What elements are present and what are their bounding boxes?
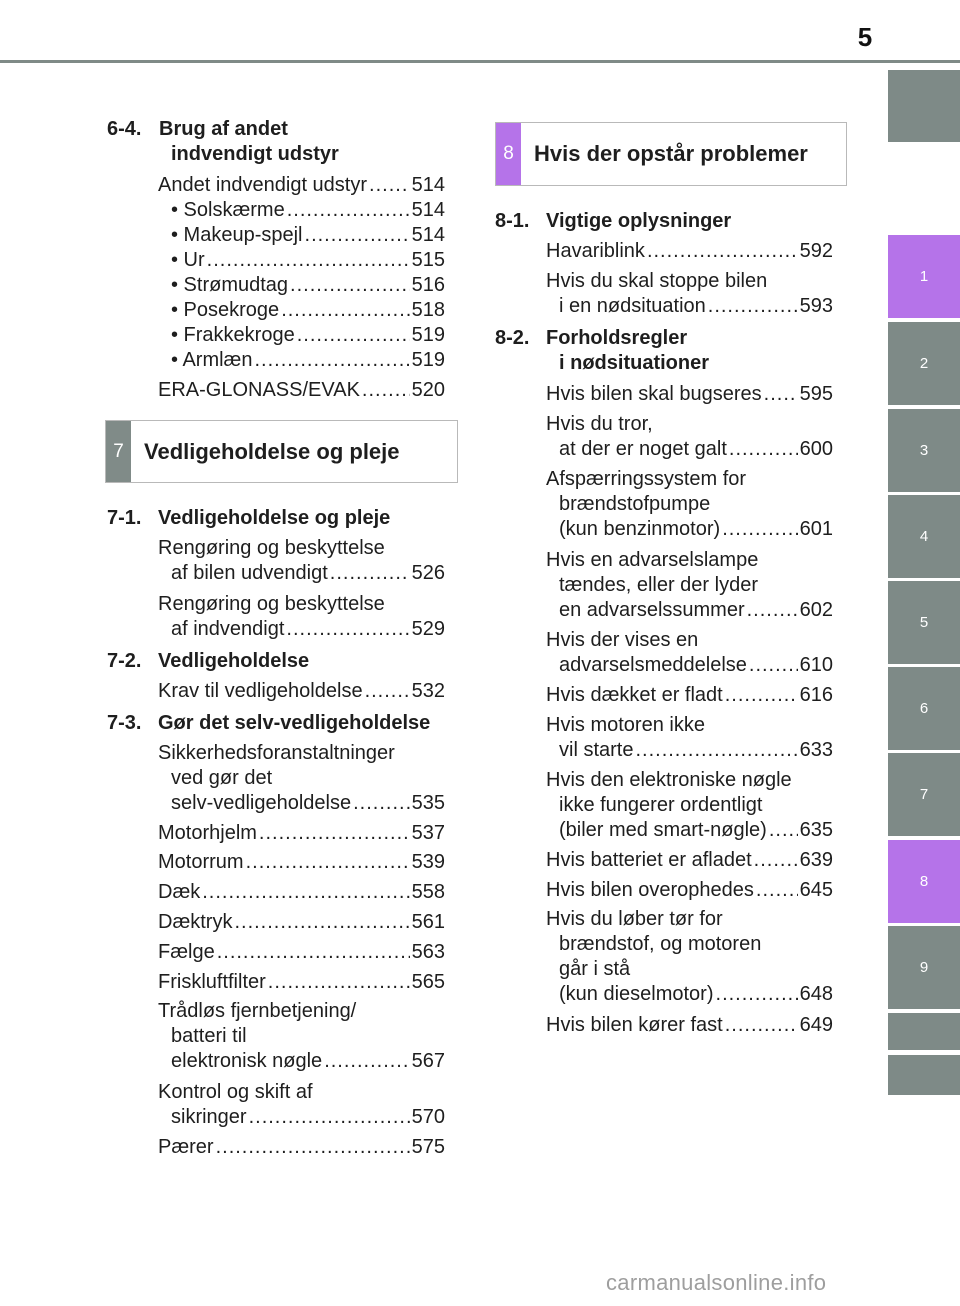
entry-label: af bilen udvendigt <box>171 562 328 584</box>
entry-page: 514 <box>411 174 445 196</box>
entry-page: 520 <box>411 379 445 401</box>
section-number: 8-1. <box>495 210 530 232</box>
leader-dots <box>729 437 798 462</box>
side-tab-1[interactable] <box>888 235 960 318</box>
entry-line: Trådløs fjernbetjening/ <box>158 1000 357 1022</box>
entry-page: 635 <box>799 819 833 841</box>
toc-entry[interactable] <box>158 173 445 198</box>
entry-label: i en nødsituation <box>559 295 706 317</box>
leader-dots <box>725 1013 798 1038</box>
leader-dots <box>259 821 410 846</box>
section-number: 6-4. <box>107 118 142 140</box>
toc-entry[interactable] <box>158 940 445 965</box>
entry-page: 601 <box>799 518 833 540</box>
entry-line: brændstofpumpe <box>559 493 711 515</box>
entry-label: Hvis bilen skal bugseres <box>546 383 762 405</box>
toc-entry[interactable] <box>171 298 445 323</box>
leader-dots <box>281 298 409 323</box>
entry-page: 514 <box>411 199 445 221</box>
side-tab-8[interactable] <box>888 840 960 923</box>
entry-page: 567 <box>411 1050 445 1072</box>
entry-page: 593 <box>799 295 833 317</box>
entry-label: Friskluftfilter <box>158 971 266 993</box>
toc-entry[interactable] <box>546 1013 833 1038</box>
entry-page: 535 <box>411 792 445 814</box>
leader-dots <box>234 910 409 935</box>
leader-dots <box>305 223 410 248</box>
toc-entry[interactable] <box>158 741 445 816</box>
entry-page: 537 <box>411 822 445 844</box>
entry-page: 610 <box>799 654 833 676</box>
toc-entry[interactable] <box>546 628 833 678</box>
entry-page: 639 <box>799 849 833 871</box>
entry-label: • Strømudtag <box>171 274 289 296</box>
section-title-line-1: Forholdsregler <box>546 327 688 349</box>
entry-label: at der er noget galt <box>559 438 727 460</box>
leader-dots <box>217 940 410 965</box>
chapter-number: 7 <box>106 421 131 482</box>
section-title-line-2: i nødsituationer <box>559 352 709 374</box>
entry-label: Havariblink <box>546 240 645 262</box>
toc-entry[interactable] <box>171 348 445 373</box>
entry-label: Hvis dækket er fladt <box>546 684 723 706</box>
entry-label: Dæktryk <box>158 911 233 933</box>
entry-line: Sikkerhedsforanstaltninger <box>158 742 395 764</box>
leader-dots <box>297 323 410 348</box>
side-tab-2-label: 2 <box>919 355 929 372</box>
toc-entry[interactable] <box>158 536 445 586</box>
entry-line: tændes, eller der lyder <box>559 574 758 596</box>
top-rule <box>0 60 960 63</box>
side-tab-4[interactable] <box>888 495 960 578</box>
side-tab-7-label: 7 <box>919 786 929 803</box>
toc-entry[interactable] <box>158 880 445 905</box>
entry-label: advarselsmeddelelse <box>559 654 747 676</box>
toc-entry[interactable] <box>546 269 833 319</box>
toc-entry[interactable] <box>546 412 833 462</box>
toc-entry[interactable] <box>546 239 833 264</box>
side-tab-6-label: 6 <box>919 700 929 717</box>
entry-line: Hvis en advarselslampe <box>546 549 759 571</box>
entry-label: ERA-GLONASS/EVAK <box>158 379 360 401</box>
section-number: 7-2. <box>107 650 142 672</box>
side-tab-7[interactable] <box>888 753 960 836</box>
section-title: Vedligeholdelse og pleje <box>158 507 391 529</box>
entry-line: går i stå <box>559 958 631 980</box>
entry-label: Dæk <box>158 881 201 903</box>
toc-entry[interactable] <box>158 679 445 704</box>
entry-line: ved gør det <box>171 767 273 789</box>
entry-label: Hvis bilen kører fast <box>546 1014 723 1036</box>
leader-dots <box>254 348 409 373</box>
leader-dots <box>207 248 410 273</box>
entry-page: 575 <box>411 1136 445 1158</box>
leader-dots <box>330 561 410 586</box>
entry-page: 532 <box>411 680 445 702</box>
entry-line: Rengøring og beskyttelse <box>158 537 385 559</box>
entry-page: 526 <box>411 562 445 584</box>
section-title-line-1: Brug af andet <box>159 118 288 140</box>
chapter-7-header[interactable] <box>105 420 458 483</box>
leader-dots <box>287 198 410 223</box>
entry-page: 645 <box>799 879 833 901</box>
entry-label: elektronisk nøgle <box>171 1050 323 1072</box>
leader-dots <box>246 850 410 875</box>
side-tab-8-label: 8 <box>919 873 929 890</box>
entry-page: 616 <box>799 684 833 706</box>
entry-page: 592 <box>799 240 833 262</box>
leader-dots <box>268 970 410 995</box>
side-tab-3[interactable] <box>888 409 960 492</box>
entry-line: Hvis motoren ikke <box>546 714 705 736</box>
section-title: Gør det selv-vedligeholdelse <box>158 712 431 734</box>
toc-entry[interactable] <box>158 850 445 875</box>
side-tab-5[interactable] <box>888 581 960 664</box>
entry-line: batteri til <box>171 1025 247 1047</box>
toc-entry[interactable] <box>546 683 833 708</box>
entry-line: Hvis der vises en <box>546 629 699 651</box>
entry-page: 600 <box>799 438 833 460</box>
entry-label: • Makeup-spejl <box>171 224 303 246</box>
side-tab-blank-2[interactable] <box>888 1055 960 1095</box>
entry-page: 648 <box>799 983 833 1005</box>
side-tab-9-label: 9 <box>919 959 929 976</box>
leader-dots <box>708 294 798 319</box>
side-tab-5-label: 5 <box>919 614 929 631</box>
entry-page: 602 <box>799 599 833 621</box>
entry-label: • Posekroge <box>171 299 280 321</box>
leader-dots <box>747 598 798 623</box>
entry-label: • Armlæn <box>171 349 253 371</box>
entry-label: en advarselssummer <box>559 599 745 621</box>
toc-entry[interactable] <box>158 999 445 1074</box>
leader-dots <box>764 382 798 407</box>
leader-dots <box>202 880 409 905</box>
toc-entry[interactable] <box>158 821 445 846</box>
leader-dots <box>756 878 798 903</box>
toc-entry[interactable] <box>171 198 445 223</box>
entry-page: 633 <box>799 739 833 761</box>
section-title: Vigtige oplysninger <box>546 210 732 232</box>
side-tab-blank-1[interactable] <box>888 1013 960 1050</box>
side-tab-6[interactable] <box>888 667 960 750</box>
toc-entry[interactable] <box>158 910 445 935</box>
entry-page: 570 <box>411 1106 445 1128</box>
toc-entry[interactable] <box>546 548 833 623</box>
leader-dots <box>286 617 409 642</box>
leader-dots <box>725 683 798 708</box>
entry-page: 529 <box>411 618 445 640</box>
toc-entry[interactable] <box>171 223 445 248</box>
entry-label: Pærer <box>158 1136 214 1158</box>
entry-page: 515 <box>411 249 445 271</box>
entry-page: 561 <box>411 911 445 933</box>
toc-entry[interactable] <box>158 378 445 403</box>
side-tab-blank-top[interactable] <box>888 70 960 142</box>
chapter-number: 8 <box>496 123 521 185</box>
entry-page: 563 <box>411 941 445 963</box>
watermark: carmanualsonline.info <box>606 1270 827 1295</box>
chapter-title: Vedligeholdelse og pleje <box>144 438 400 464</box>
toc-entry[interactable] <box>546 848 833 873</box>
entry-label: (biler med smart-nøgle) <box>559 819 767 841</box>
section-number: 8-2. <box>495 327 530 349</box>
chapter-8-header[interactable] <box>495 122 847 186</box>
toc-entry[interactable] <box>171 248 445 273</box>
side-tab-2[interactable] <box>888 322 960 405</box>
entry-label: Hvis batteriet er afladet <box>546 849 752 871</box>
section-title: Vedligeholdelse <box>158 650 310 672</box>
entry-line: Afspærringssystem for <box>546 468 747 490</box>
toc-entry[interactable] <box>546 382 833 407</box>
entry-label: Motorhjelm <box>158 822 257 844</box>
toc-entry[interactable] <box>171 273 445 298</box>
leader-dots <box>324 1049 409 1074</box>
leader-dots <box>353 791 410 816</box>
page-number: 5 <box>857 22 873 52</box>
entry-page: 519 <box>411 324 445 346</box>
leader-dots <box>369 173 410 198</box>
entry-page: 519 <box>411 349 445 371</box>
entry-label: Fælge <box>158 941 215 963</box>
entry-page: 539 <box>411 851 445 873</box>
entry-page: 649 <box>799 1014 833 1036</box>
entry-label: sikringer <box>171 1106 247 1128</box>
entry-line: brændstof, og motoren <box>559 933 762 955</box>
entry-line: Rengøring og beskyttelse <box>158 593 385 615</box>
side-tab-1-label: 1 <box>919 268 929 285</box>
entry-label: selv-vedligeholdelse <box>171 792 352 814</box>
leader-dots <box>754 848 798 873</box>
entry-page: 558 <box>411 881 445 903</box>
entry-line: Hvis du tror, <box>546 413 653 435</box>
entry-label: Hvis bilen overophedes <box>546 879 754 901</box>
leader-dots <box>769 818 798 843</box>
entry-line: Hvis du skal stoppe bilen <box>546 270 768 292</box>
leader-dots <box>216 1135 410 1160</box>
toc-entry[interactable] <box>546 713 833 763</box>
section-number: 7-3. <box>107 712 142 734</box>
entry-page: 514 <box>411 224 445 246</box>
entry-page: 565 <box>411 971 445 993</box>
entry-line: Kontrol og skift af <box>158 1081 313 1103</box>
toc-entry[interactable] <box>158 970 445 995</box>
leader-dots <box>647 239 798 264</box>
toc-entry[interactable] <box>546 467 833 542</box>
leader-dots <box>635 738 797 763</box>
entry-page: 518 <box>411 299 445 321</box>
side-tab-9[interactable] <box>888 926 960 1009</box>
toc-entry[interactable] <box>158 1135 445 1160</box>
entry-label: Krav til vedligeholdelse <box>158 680 363 702</box>
entry-label: • Solskærme <box>171 199 285 221</box>
entry-label: af indvendigt <box>171 618 285 640</box>
leader-dots <box>722 517 797 542</box>
side-tab-4-label: 4 <box>919 528 929 545</box>
leader-dots <box>290 273 410 298</box>
entry-label: (kun dieselmotor) <box>559 983 714 1005</box>
section-title-line-2: indvendigt udstyr <box>171 143 339 165</box>
toc-entry[interactable] <box>546 907 833 1007</box>
entry-label: Andet indvendigt udstyr <box>158 174 368 196</box>
entry-page: 595 <box>799 383 833 405</box>
entry-page: 516 <box>411 274 445 296</box>
leader-dots <box>749 653 798 678</box>
toc-entry[interactable] <box>546 878 833 903</box>
entry-label: Motorrum <box>158 851 244 873</box>
leader-dots <box>365 679 410 704</box>
entry-label: (kun benzinmotor) <box>559 518 721 540</box>
entry-label: • Frakkekroge <box>171 324 295 346</box>
side-tab-3-label: 3 <box>919 442 929 459</box>
leader-dots <box>249 1105 410 1130</box>
section-number: 7-1. <box>107 507 142 529</box>
entry-line: Hvis den elektroniske nøgle <box>546 769 792 791</box>
toc-entry[interactable] <box>158 592 445 642</box>
entry-line: Hvis du løber tør for <box>546 908 723 930</box>
leader-dots <box>716 982 798 1007</box>
entry-label: • Ur <box>171 249 205 271</box>
chapter-title: Hvis der opstår problemer <box>534 141 808 166</box>
toc-entry[interactable] <box>158 1080 445 1130</box>
entry-label: vil starte <box>559 739 634 761</box>
entry-line: ikke fungerer ordentligt <box>559 794 763 816</box>
toc-entry[interactable] <box>546 768 833 843</box>
toc-entry[interactable] <box>171 323 445 348</box>
leader-dots <box>362 378 410 403</box>
